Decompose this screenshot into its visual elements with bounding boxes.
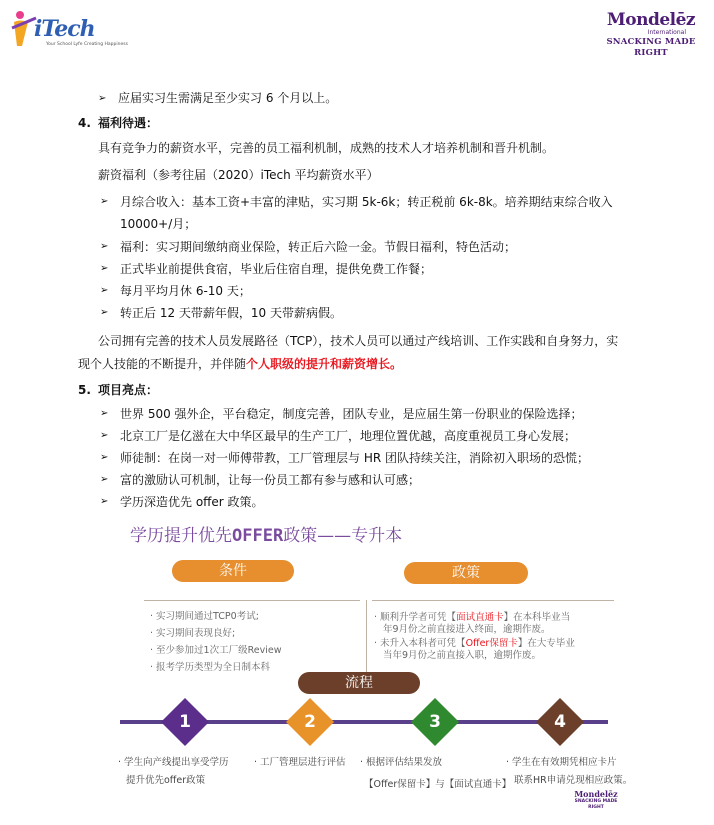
list-item-continued: 10000+/月； (120, 217, 197, 231)
paragraph-text: 现个人技能的不断提升，并伴随 (78, 357, 247, 371)
step-number: 1 (179, 712, 191, 732)
policy-item-continued: 当年9月份之前直接入职，逾期作废。 (383, 650, 542, 661)
paragraph: 薪资福利（参考往届（2020）iTech 平均薪资水平） (98, 168, 379, 182)
list-item: 福利：实习期间缴纳商业保险，转正后六险一金。节假日福利，特色活动； (120, 240, 517, 254)
list-item: 每月平均月休 6-10 天； (120, 284, 251, 298)
list-item: 师徒制：在岗一对一师傅带教，工厂管理层与 HR 团队持续关注，消除初入职场的恐慌； (120, 451, 589, 465)
condition-text: 至少参加过1次工厂级Review (156, 645, 282, 656)
section-number: 5. (78, 383, 91, 397)
mondelez-logo-small (568, 790, 624, 811)
bullet-arrow-icon: ➢ (100, 307, 109, 318)
policy-highlight: Offer保留卡 (465, 638, 518, 649)
step-text: · 学生在有效期凭相应卡片 (506, 757, 617, 768)
policy-text: 顺利升学者可凭【 (380, 612, 457, 623)
paragraph: 公司拥有完善的技术人员发展路径（TCP），技术人员可以通过产线培训、工作实践和自身努力，实 (98, 334, 619, 348)
itech-logo-tagline: Your School Lyfe Creating Happiness (46, 42, 128, 47)
bullet-arrow-icon: ➢ (100, 430, 109, 441)
list-item: 北京工厂是亿滋在大中华区最早的生产工厂，地理位置优越，高度重视员工身心发展； (120, 429, 577, 443)
step-text-line: 根据评估结果发放 (366, 757, 443, 768)
policy-item-continued: 年9月份之前直接进入终面，逾期作废。 (383, 624, 551, 635)
mondelez-slogan-small: SNACKING MADE RIGHT (574, 799, 618, 810)
bullet-arrow-icon: ➢ (100, 496, 109, 507)
itech-logo (10, 8, 128, 52)
step-text-line: 学生在有效期凭相应卡片 (512, 757, 617, 768)
step-number: 4 (554, 712, 566, 732)
bullet-arrow-icon: ➢ (100, 241, 109, 252)
paragraph (78, 356, 402, 372)
process-pill: 流程 (298, 672, 420, 694)
policy-highlight: 面试直通卡 (456, 612, 504, 623)
bullet-arrow-icon: ➢ (100, 196, 109, 207)
list-item: 转正后 12 天带薪年假，10 天带薪病假。 (120, 306, 342, 320)
bullet-arrow-icon: ➢ (98, 93, 107, 104)
divider (144, 600, 360, 601)
list-item: 应届实习生需满足至少实习 6 个月以上。 (118, 91, 338, 105)
condition-item: · 至少参加过1次工厂级Review (150, 645, 282, 656)
bullet-arrow-icon: ➢ (100, 408, 109, 419)
step-number: 2 (304, 712, 316, 732)
condition-text: 报考学历类型为全日制本科 (156, 662, 271, 673)
conditions-pill: 条件 (172, 560, 294, 582)
policy-item: · 顺利升学者可凭【面试直通卡】在本科毕业当 (374, 612, 571, 623)
divider (366, 600, 367, 678)
policy-pill: 政策 (404, 562, 528, 584)
bullet-arrow-icon: ➢ (100, 263, 109, 274)
paragraph: 具有竞争力的薪资水平，完善的员工福利机制，成熟的技术人才培养机制和晋升机制。 (98, 141, 555, 155)
condition-item: · 实习期间通过TCP0考试; (150, 611, 259, 622)
bullet-arrow-icon: ➢ (100, 474, 109, 485)
bullet-arrow-icon: ➢ (100, 452, 109, 463)
mondelez-sub: International (647, 29, 686, 36)
step-text: · 根据评估结果发放 (360, 757, 443, 768)
step-number: 3 (429, 712, 441, 732)
section-title: 项目亮点： (98, 383, 159, 397)
infographic-title (130, 524, 402, 548)
highlight-text: 个人职级的提升和薪资增长。 (246, 357, 403, 371)
list-item: 世界 500 强外企，平台稳定，制度完善，团队专业，是应届生第一份职业的保险选择； (120, 407, 583, 421)
condition-text: 实习期间表现良好; (156, 628, 236, 639)
step-text: · 学生向产线提出享受学历 (118, 757, 229, 768)
condition-item: · 实习期间表现良好; (150, 628, 236, 639)
step-text-line: 学生向产线提出享受学历 (124, 757, 229, 768)
list-item: 富的激励认可机制，让每一份员工都有参与感和认可感； (120, 473, 421, 487)
policy-text: 】在本科毕业当 (503, 612, 571, 623)
mondelez-logo (596, 10, 706, 58)
list-item: 学历深造优先 offer 政策。 (120, 495, 264, 509)
section-title: 福利待遇： (98, 116, 159, 130)
infographic-title-post: 政策——专升本 (283, 526, 403, 546)
itech-logo-name: iTech (34, 16, 95, 42)
policy-text: 未升入本科者可凭【 (380, 638, 466, 649)
mondelez-brand: Mondelēz (606, 10, 696, 30)
section-number: 4. (78, 116, 91, 130)
mondelez-slogan: SNACKING MADE RIGHT (606, 37, 696, 58)
condition-item: · 报考学历类型为全日制本科 (150, 662, 271, 673)
divider (372, 600, 614, 601)
condition-text: 实习期间通过TCP0考试; (156, 611, 259, 622)
step-text-continued: 【Offer保留卡】与【面试直通卡】 (364, 779, 512, 790)
list-item: 月综合收入：基本工资+丰富的津贴，实习期 5k-6k；转正税前 6k-8k。培养期结束综合收入 (120, 195, 613, 209)
infographic-title-pre: 学历提升优先 (130, 526, 232, 546)
list-item: 正式毕业前提供食宿，毕业后住宿自理，提供免费工作餐； (120, 262, 433, 276)
policy-text: 】在大专毕业 (517, 638, 575, 649)
bullet-arrow-icon: ➢ (100, 285, 109, 296)
policy-item: · 未升入本科者可凭【Offer保留卡】在大专毕业 (374, 638, 575, 649)
step-text-continued: 提升优先offer政策 (126, 775, 206, 786)
step-text: · 工厂管理层进行评估 (254, 757, 346, 768)
step-text-continued: 联系HR申请兑现相应政策。 (514, 775, 633, 786)
infographic-title-bold: OFFER (232, 526, 284, 546)
mondelez-brand-small: Mondelēz (574, 789, 618, 799)
step-text-line: 工厂管理层进行评估 (260, 757, 346, 768)
